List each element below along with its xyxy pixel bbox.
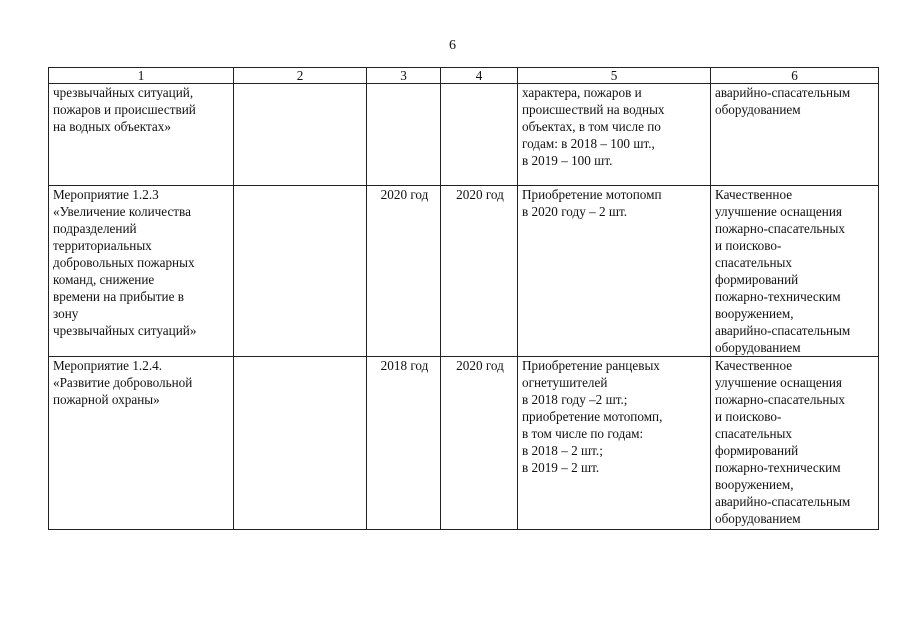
column-header-5: 5 (518, 68, 711, 84)
column-header-1: 1 (49, 68, 234, 84)
effect-cell: Качественное улучшение оснащения пожарно-спасательных и поисково- спасательных формирований пожарно-техническим вооружением, аварийно-спасательным оборудованием (711, 186, 879, 357)
end-period-cell (441, 84, 518, 186)
column-header-3: 3 (367, 68, 441, 84)
table-body (49, 84, 879, 530)
measure-cell: чрезвычайных ситуаций, пожаров и происшествий на водных объектах» (49, 84, 234, 186)
start-period-cell: 2018 год (367, 357, 441, 530)
header-row (49, 68, 879, 84)
result-cell: Приобретение ранцевых огнетушителей в 2018 году –2 шт.; приобретение мотопомп, в том числе по годам: в 2018 – 2 шт.; в 2019 – 2 шт. (518, 357, 711, 530)
empty-cell (234, 357, 367, 530)
result-cell: характера, пожаров и происшествий на водных объектах, в том числе по годам: в 2018 – 100 шт., в 2019 – 100 шт. (518, 84, 711, 186)
empty-cell (234, 84, 367, 186)
result-cell: Приобретение мотопомп в 2020 году – 2 шт. (518, 186, 711, 357)
effect-cell: Качественное улучшение оснащения пожарно-спасательных и поисково- спасательных формирований пожарно-техническим вооружением, аварийно-спасательным оборудованием (711, 357, 879, 530)
table-row (49, 186, 879, 357)
table-header (49, 68, 879, 84)
start-period-cell (367, 84, 441, 186)
measures-table (48, 67, 879, 530)
page-number: 6 (449, 38, 456, 53)
column-header-4: 4 (441, 68, 518, 84)
empty-cell (234, 186, 367, 357)
column-header-6: 6 (711, 68, 879, 84)
table-row (49, 357, 879, 530)
end-period-cell: 2020 год (441, 357, 518, 530)
measure-cell: Мероприятие 1.2.3 «Увеличение количества подразделений территориальных добровольных пожарных команд, снижение времени на прибытие в зону чрезвычайных ситуаций» (49, 186, 234, 357)
table-row (49, 84, 879, 186)
measure-cell: Мероприятие 1.2.4. «Развитие добровольной пожарной охраны» (49, 357, 234, 530)
column-header-2: 2 (234, 68, 367, 84)
end-period-cell: 2020 год (441, 186, 518, 357)
effect-cell: аварийно-спасательным оборудованием (711, 84, 879, 186)
start-period-cell: 2020 год (367, 186, 441, 357)
